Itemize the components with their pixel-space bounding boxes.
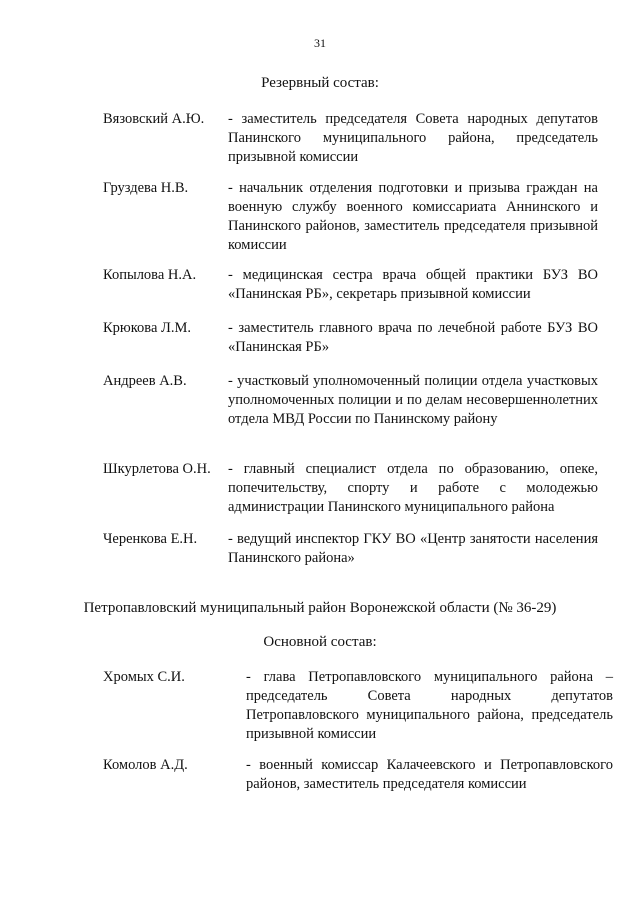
reserve-heading: Резервный состав: bbox=[261, 75, 379, 91]
member-role: - ведущий инспектор ГКУ ВО «Центр занятости населения Панинского района» bbox=[228, 531, 598, 566]
member-name: Груздева Н.В. bbox=[103, 180, 189, 196]
member-name: Хромых С.И. bbox=[103, 669, 185, 685]
member-role: - глава Петропавловского муниципального района – председатель Совета народных депутатов Петропавловского муниципального района, председатель призывной комиссии bbox=[246, 669, 613, 742]
member-role: - главный специалист отдела по образованию, опеке, попечительству, спорту и работе с молодежью администрации Панинского муниципального района bbox=[228, 461, 598, 515]
member-role: - участковый уполномоченный полиции отдела участковых уполномоченных полиции и по делам несовершеннолетних отдела МВД России по Панинскому району bbox=[228, 373, 598, 427]
member-name: Копылова Н.А. bbox=[103, 267, 197, 283]
member-role: - военный комиссар Калачеевского и Петропавловского районов, заместитель председателя комиссии bbox=[246, 757, 613, 792]
member-name: Комолов А.Д. bbox=[103, 757, 188, 773]
member-name: Черенкова Е.Н. bbox=[103, 531, 198, 547]
member-name: Андреев А.В. bbox=[103, 373, 187, 389]
member-name: Вязовский А.Ю. bbox=[103, 111, 205, 127]
member-role: - начальник отделения подготовки и призыва граждан на военную службу военного комиссариата Аннинского и Панинского районов, заместитель председателя призывной комиссии bbox=[228, 180, 598, 253]
member-role: - заместитель председателя Совета народных депутатов Панинского муниципального района, председатель призывной комиссии bbox=[228, 111, 598, 165]
page-number: 31 bbox=[314, 36, 326, 50]
member-role: - заместитель главного врача по лечебной работе БУЗ ВО «Панинская РБ» bbox=[228, 320, 598, 355]
member-role: - медицинская сестра врача общей практики БУЗ ВО «Панинская РБ», секретарь призывной комиссии bbox=[228, 267, 598, 302]
member-name: Шкурлетова О.Н. bbox=[103, 461, 211, 477]
main-heading: Основной состав: bbox=[263, 634, 377, 650]
district-heading: Петропавловский муниципальный район Воронежской области (№ 36-29) bbox=[83, 600, 557, 616]
member-name: Крюкова Л.М. bbox=[103, 320, 192, 336]
